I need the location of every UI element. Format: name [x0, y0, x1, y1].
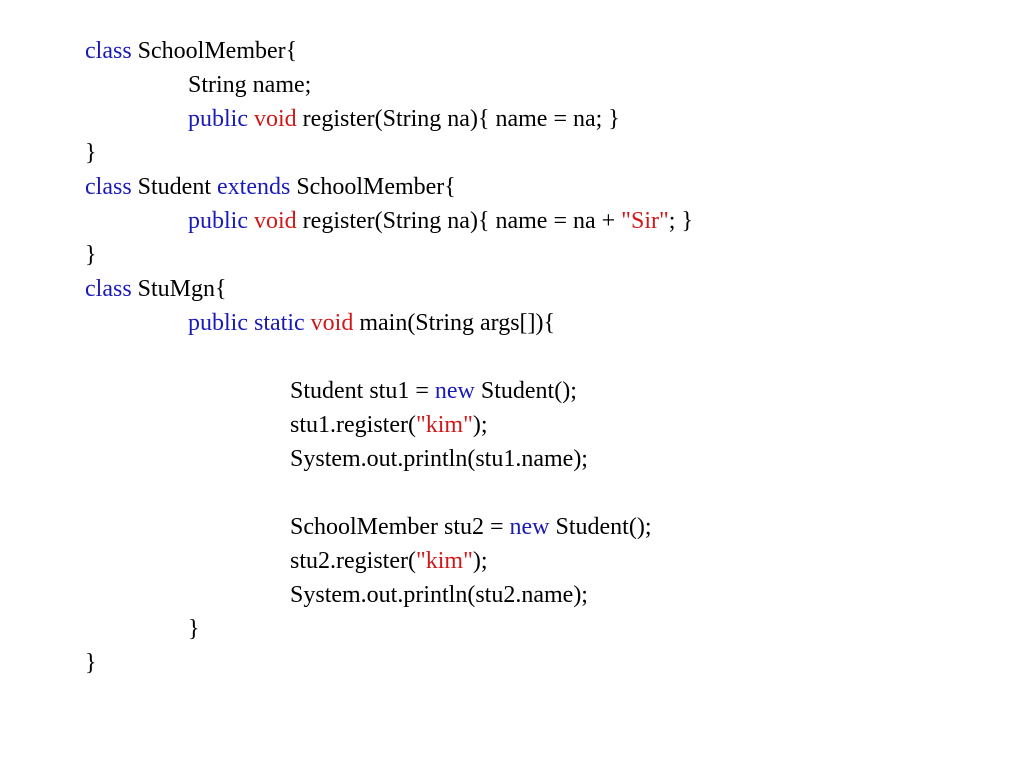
code-text-token: main(String args[]){ — [353, 310, 556, 336]
code-text-token: Student — [131, 174, 217, 200]
code-text-token: System.out.println(stu1.name); — [290, 446, 588, 472]
code-line — [85, 510, 693, 544]
keyword-token: class — [85, 174, 132, 200]
code-line — [85, 544, 693, 578]
code-text-token: } — [85, 242, 97, 268]
blank-line — [85, 476, 693, 510]
code-line — [85, 646, 693, 680]
code-text-token: System.out.println(stu2.name); — [290, 582, 588, 608]
code-text-token: stu2.register( — [290, 548, 416, 574]
code-text-token: Student stu1 = — [290, 378, 435, 404]
keyword-token: extends — [217, 174, 291, 200]
type-keyword-token: void — [254, 106, 297, 132]
blank-line — [85, 340, 693, 374]
code-text-token: ; } — [668, 208, 693, 234]
keyword-token: class — [85, 276, 132, 302]
type-keyword-token: void — [254, 208, 297, 234]
code-text-token: StuMgn{ — [131, 276, 227, 302]
code-line — [85, 34, 693, 68]
type-keyword-token: void — [310, 310, 354, 336]
code-line — [85, 272, 693, 306]
keyword-token: new — [434, 378, 475, 404]
code-text-token: register(String na){ name = na + — [296, 208, 622, 234]
code-text-token: SchoolMember stu2 = — [290, 514, 510, 540]
code-line — [85, 170, 693, 204]
code-text-token: ); — [472, 548, 488, 574]
code-text-token: register(String na){ name = na; } — [296, 106, 620, 132]
code-line — [85, 612, 693, 646]
string-literal-token: "Sir" — [621, 208, 669, 234]
string-literal-token: "kim" — [415, 412, 473, 438]
code-line — [85, 408, 693, 442]
code-line — [85, 374, 693, 408]
code-block — [85, 34, 693, 680]
code-text-token: } — [85, 140, 97, 166]
code-text-token: String name; — [188, 72, 312, 98]
code-text-token: Student(); — [549, 514, 652, 540]
code-line — [85, 306, 693, 340]
code-text-token: ); — [472, 412, 488, 438]
keyword-token: public — [188, 106, 248, 132]
code-text-token: SchoolMember{ — [290, 174, 456, 200]
code-text-token: } — [188, 616, 200, 642]
code-line — [85, 204, 693, 238]
code-line — [85, 102, 693, 136]
code-text-token: stu1.register( — [290, 412, 416, 438]
code-text-token: SchoolMember{ — [131, 38, 298, 64]
string-literal-token: "kim" — [415, 548, 473, 574]
code-line — [85, 578, 693, 612]
code-line — [85, 238, 693, 272]
keyword-token: class — [85, 38, 132, 64]
keyword-token: public — [188, 208, 248, 234]
code-text-token: } — [85, 650, 97, 676]
code-text-token: Student(); — [474, 378, 577, 404]
keyword-token: static — [254, 310, 305, 336]
code-line — [85, 442, 693, 476]
code-line — [85, 136, 693, 170]
keyword-token: public — [188, 310, 248, 336]
keyword-token: new — [509, 514, 550, 540]
code-line — [85, 68, 693, 102]
